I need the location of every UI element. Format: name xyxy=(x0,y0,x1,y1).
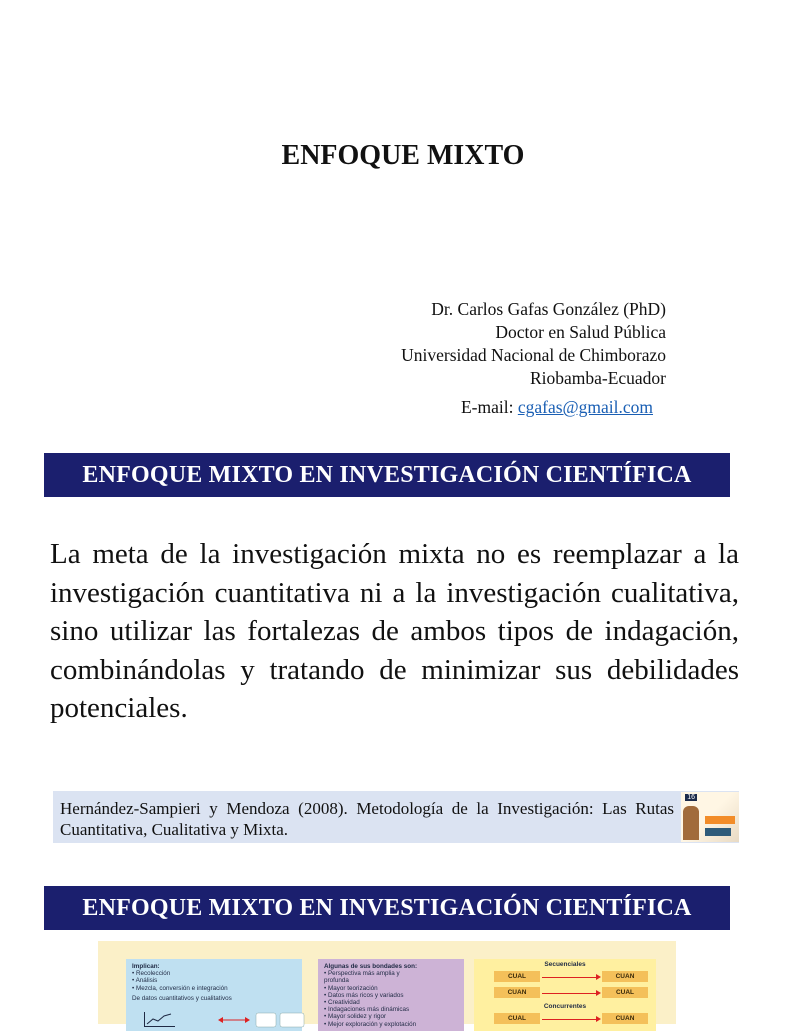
box2-item: • Indagaciones más dinámicas xyxy=(324,1006,410,1014)
cual-cell: CUAL xyxy=(494,971,540,982)
sequential-title: Secuenciales xyxy=(544,961,586,968)
box2-item: • Mayor solidez y rigor xyxy=(324,1013,387,1021)
author-block xyxy=(401,298,666,390)
box1-footer: De datos cuantitativos y cualitativos xyxy=(132,994,232,1002)
box2-item: • Mejor exploración y explotación xyxy=(324,1020,417,1028)
box2-title: Algunas de sus bondades son: xyxy=(324,963,418,970)
author-location: Riobamba-Ecuador xyxy=(529,368,666,388)
email-label: E-mail: xyxy=(460,397,518,417)
author-degree: Doctor en Salud Pública xyxy=(495,322,666,342)
box2-item: • Perspectiva más amplia y xyxy=(324,970,400,978)
author-name: Dr. Carlos Gafas González (PhD) xyxy=(431,299,666,319)
cual-cell: CUAL xyxy=(602,987,648,998)
cuan-cell: CUAN xyxy=(494,987,540,998)
box2-item: • Mayor teorización xyxy=(324,984,378,992)
reference-text: Hernández-Sampieri y Mendoza (2008). Metodología de la Investigación: Las Rutas Cuantitativa, Cualitativa y Mixta. xyxy=(60,799,674,839)
benefits-box xyxy=(318,959,464,1031)
author-university: Universidad Nacional de Chimborazo xyxy=(401,345,666,365)
box2-item: profunda xyxy=(324,977,349,985)
email-link[interactable]: cgafas@gmail.com xyxy=(517,397,653,417)
cuan-cell: CUAN xyxy=(602,971,648,982)
box2-item: • Datos más ricos y variados xyxy=(324,991,404,999)
speech-bubbles-icon xyxy=(218,1011,308,1029)
box1-title: Implican: xyxy=(132,963,160,970)
box2-item: • Creatividad xyxy=(324,999,360,1007)
flow-row xyxy=(480,971,650,987)
mixed-method-diagram xyxy=(98,941,676,1028)
flow-row xyxy=(480,987,650,1003)
main-paragraph: La meta de la investigación mixta no es reemplazar a la investigación cuantitativa ni a la investigación cualitativa, sino utilizar las fortalezas de ambos tipos de indagación, combinándolas y tratando de minimizar sus debilidades potenciales. xyxy=(50,538,739,724)
flow-row xyxy=(480,1013,650,1029)
book-edition-badge: 16 xyxy=(687,794,695,801)
email-line xyxy=(461,397,653,418)
cuan-cell: CUAN xyxy=(602,1013,648,1024)
line-chart-icon xyxy=(144,1012,175,1027)
slide-title: ENFOQUE MIXTO xyxy=(281,140,525,171)
box1-item: • Recolección xyxy=(132,970,171,978)
section-banner-1: ENFOQUE MIXTO EN INVESTIGACIÓN CIENTÍFICA xyxy=(44,453,730,497)
book-cover-image xyxy=(681,792,739,842)
cual-cell: CUAL xyxy=(494,1013,540,1024)
section-banner-2: ENFOQUE MIXTO EN INVESTIGACIÓN CIENTÍFICA xyxy=(44,886,730,930)
box1-item: • Mezcla, conversión e integración xyxy=(132,984,228,992)
concurrent-title: Concurrentes xyxy=(543,1003,587,1011)
reference-box xyxy=(53,791,739,843)
implications-box xyxy=(126,959,302,1031)
box1-item: • Análisis xyxy=(132,977,158,985)
designs-box xyxy=(474,959,656,1031)
